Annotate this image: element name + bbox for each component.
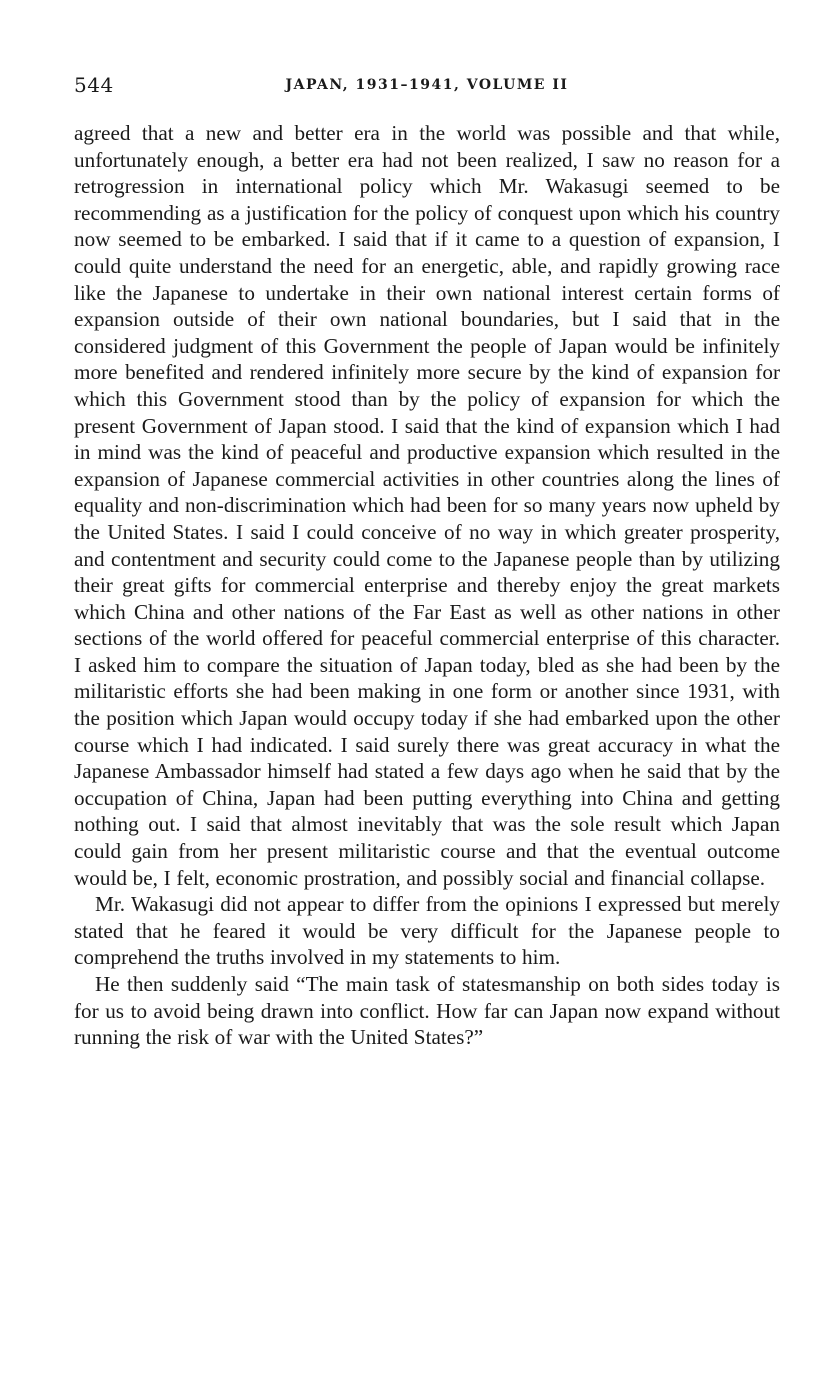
running-head: JAPAN, 1931–1941, VOLUME II — [285, 77, 569, 93]
body-text — [74, 120, 780, 1051]
page-header — [74, 73, 780, 103]
paragraph-2: Mr. Wakasugi did not appear to differ from the opinions I expressed but merely stated that he feared it would be very difficult for the Japanese people to comprehend the truths involved in my statements to him. — [74, 892, 780, 970]
paragraph-1: agreed that a new and better era in the world was possible and that while, unfortunately enough, a better era had not been realized, I saw no reason for a retrogression in international policy which Mr. Wakasugi seemed to be recommending as a justification for the policy of conquest upon which his country now seemed to be embarked. I said that if it came to a question of expansion, I could quite understand the need for an energetic, able, and rapidly growing race like the Japanese to undertake in their own national interest certain forms of expansion outside of their own national boundaries, but I said that in the considered judgment of this Government the people of Japan would be infinitely more benefited and rendered infinitely more secure by the kind of expansion for which this Government stood than by the policy of expansion for which the present Government of Japan stood. I said that the kind of expansion which I had in mind was the kind of peaceful and productive expansion which resulted in the expansion of Japanese commercial activities in other countries along the lines of equality and non-discrimination which had been for so many years now upheld by the United States. I said I could conceive of no way in which greater prosperity, and contentment and security could come to the Japanese people than by utilizing their great gifts for commercial enterprise and thereby enjoy the great markets which China and other nations of the Far East as well as other nations in other sections of the world offered for peaceful commercial enterprise of this character. I asked him to compare the situation of Japan today, bled as she had been by the militaristic efforts she had been making in one form or another since 1931, with the position which Japan would occupy today if she had embarked upon the other course which I had indicated. I said surely there was great accuracy in what the Japanese Ambassador himself had stated a few days ago when he said that by the occupation of China, Japan had been putting everything into China and getting nothing out. I said that almost inevitably that was the sole result which Japan could gain from her present militaristic course and that the eventual outcome would be, I felt, economic prostration, and possibly social and financial collapse. — [74, 121, 780, 890]
paragraph-3: He then suddenly said “The main task of statesmanship on both sides today is for us to avoid being drawn into conflict. How far can Japan now expand without running the risk of war with the United States?” — [74, 972, 780, 1050]
page-number: 544 — [74, 73, 114, 97]
